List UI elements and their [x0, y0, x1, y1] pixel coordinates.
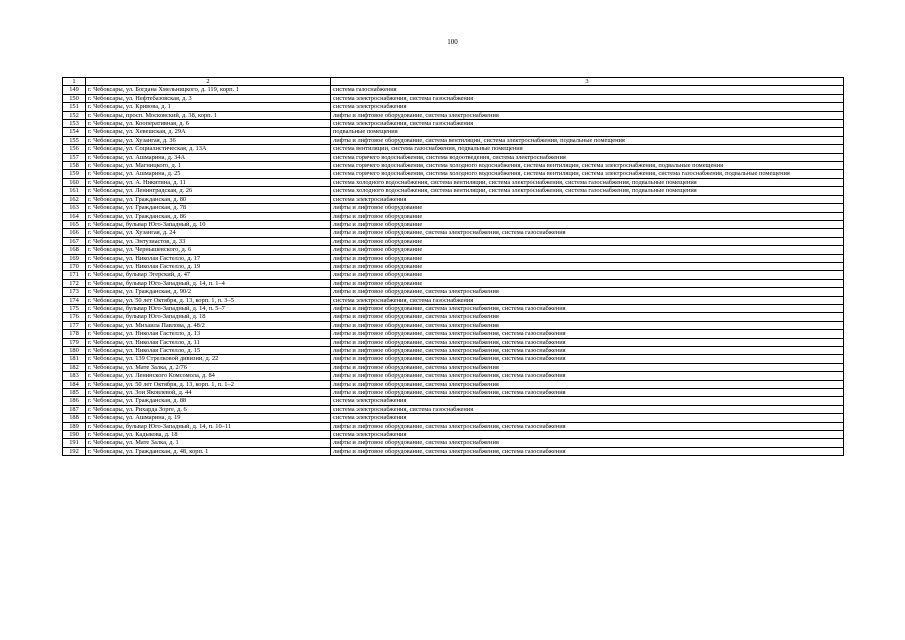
row-number-cell: 189 [63, 422, 86, 430]
row-number-cell: 162 [63, 195, 86, 203]
table-row [63, 414, 844, 422]
row-address-cell: г. Чебоксары, бульвар Юго-Западный, д. 10 [86, 220, 331, 228]
row-address-cell: г. Чебоксары, ул. Ленинского Комсомола, д. 84 [86, 372, 331, 380]
table-row [63, 86, 844, 94]
row-systems-cell: система электроснабжения [331, 103, 844, 111]
row-address-cell: г. Чебоксары, ул. Социалистическая, д. 13А [86, 145, 331, 153]
row-address-cell: г. Чебоксары, ул. Чернышевского, д. 6 [86, 246, 331, 254]
row-address-cell: г. Чебоксары, ул. Гражданская, д. 80 [86, 195, 331, 203]
row-number-cell: 174 [63, 296, 86, 304]
row-systems-cell: система электроснабжения, система газоснабжения [331, 296, 844, 304]
row-number-cell: 167 [63, 237, 86, 245]
row-address-cell: г. Чебоксары, ул. Рихарда Зорге, д. 6 [86, 405, 331, 413]
row-address-cell: г. Чебоксары, бульвар Юго-Западный, д. 18 [86, 313, 331, 321]
table-row [63, 195, 844, 203]
row-address-cell: г. Чебоксары, ул. А. Никитина, д. 11 [86, 178, 331, 186]
row-systems-cell: система вентиляции, система газоснабжения, подвальные помещения [331, 145, 844, 153]
row-address-cell: г. Чебоксары, ул. Магницкого, д. 1 [86, 162, 331, 170]
table-row [63, 153, 844, 161]
row-number-cell: 157 [63, 153, 86, 161]
row-number-cell: 192 [63, 447, 86, 455]
row-number-cell: 150 [63, 94, 86, 102]
row-systems-cell: лифты и лифтовое оборудование [331, 279, 844, 287]
row-address-cell: г. Чебоксары, ул. Николая Гастелло, д. 11 [86, 338, 331, 346]
table-row [63, 237, 844, 245]
row-address-cell: г. Чебоксары, ул. Зои Яковлевой, д. 44 [86, 389, 331, 397]
table-row [63, 128, 844, 136]
table-header-row [63, 78, 844, 86]
table-row [63, 380, 844, 388]
row-systems-cell: система электроснабжения [331, 397, 844, 405]
row-number-cell: 160 [63, 178, 86, 186]
header-cell-address: 2 [86, 78, 331, 86]
row-systems-cell: лифты и лифтовое оборудование, система электроснабжения [331, 321, 844, 329]
row-address-cell: г. Чебоксары, ул. Энтузиастов, д. 33 [86, 237, 331, 245]
row-number-cell: 188 [63, 414, 86, 422]
row-systems-cell: лифты и лифтовое оборудование, система электроснабжения, система газоснабжения [331, 389, 844, 397]
row-number-cell: 166 [63, 229, 86, 237]
row-address-cell: г. Чебоксары, ул. Кривова, д. 1 [86, 103, 331, 111]
row-address-cell: г. Чебоксары, ул. Гражданская, д. 78 [86, 204, 331, 212]
row-systems-cell: система газоснабжения [331, 86, 844, 94]
table-row [63, 262, 844, 270]
row-systems-cell: система холодного водоснабжения, система вентиляции, система электроснабжения, система газоснабжения, подвальные помещения [331, 187, 844, 195]
row-address-cell: г. Чебоксары, ул. Богдана Хмельницкого, д. 119, корп. 1 [86, 86, 331, 94]
row-address-cell: г. Чебоксары, ул. Хузангая, д. 24 [86, 229, 331, 237]
row-systems-cell: лифты и лифтовое оборудование, система электроснабжения [331, 380, 844, 388]
row-number-cell: 165 [63, 220, 86, 228]
row-systems-cell: система электроснабжения, система газоснабжения [331, 120, 844, 128]
table-row [63, 288, 844, 296]
table-row [63, 330, 844, 338]
table-row [63, 279, 844, 287]
row-systems-cell: система горячего водоснабжения, система водоотведения, система электроснабжения [331, 153, 844, 161]
row-systems-cell: лифты и лифтовое оборудование, система электроснабжения, система газоснабжения [331, 229, 844, 237]
row-number-cell: 173 [63, 288, 86, 296]
row-address-cell: г. Чебоксары, ул. Ленинградская, д. 26 [86, 187, 331, 195]
row-address-cell: г. Чебоксары, ул. Гражданская, д. 86 [86, 212, 331, 220]
row-number-cell: 161 [63, 187, 86, 195]
row-address-cell: г. Чебоксары, ул. Кооперативная, д. 6 [86, 120, 331, 128]
row-systems-cell: система горячего водоснабжения, система холодного водоснабжения, система вентиляции, система электроснабжения, система газоснабжения, подвальные помещения [331, 170, 844, 178]
row-systems-cell: система горячего водоснабжения, система холодного водоснабжения, система вентиляции, система электроснабжения, подвальные помещения [331, 162, 844, 170]
table-row [63, 313, 844, 321]
row-address-cell: г. Чебоксары, ул. Михаила Павлова, д. 48/2 [86, 321, 331, 329]
row-number-cell: 175 [63, 304, 86, 312]
row-number-cell: 190 [63, 431, 86, 439]
row-systems-cell: система электроснабжения [331, 431, 844, 439]
row-systems-cell: подвальные помещения [331, 128, 844, 136]
row-systems-cell: лифты и лифтовое оборудование, система вентиляции, система электроснабжения, подвальные помещения [331, 136, 844, 144]
table-row [63, 178, 844, 186]
row-systems-cell: лифты и лифтовое оборудование [331, 237, 844, 245]
row-systems-cell: лифты и лифтовое оборудование [331, 254, 844, 262]
row-systems-cell: система электроснабжения [331, 414, 844, 422]
table-row [63, 254, 844, 262]
row-address-cell: г. Чебоксары, ул. Нефтебазовская, д. 3 [86, 94, 331, 102]
page-number: 100 [447, 38, 458, 46]
table-row [63, 355, 844, 363]
table-row [63, 120, 844, 128]
row-number-cell: 154 [63, 128, 86, 136]
row-number-cell: 185 [63, 389, 86, 397]
table-row [63, 170, 844, 178]
table-row [63, 447, 844, 455]
header-cell-number: 1 [63, 78, 86, 86]
row-address-cell: г. Чебоксары, бульвар Эгерский, д. 47 [86, 271, 331, 279]
table-row [63, 389, 844, 397]
row-address-cell: г. Чебоксары, просп. Московский, д. 38, корп. 1 [86, 111, 331, 119]
row-systems-cell: система электроснабжения [331, 195, 844, 203]
row-systems-cell: лифты и лифтовое оборудование, система электроснабжения, система газоснабжения [331, 372, 844, 380]
row-systems-cell: лифты и лифтовое оборудование, система электроснабжения [331, 439, 844, 447]
table-row [63, 405, 844, 413]
row-address-cell: г. Чебоксары, ул. Николая Гастелло, д. 15 [86, 347, 331, 355]
row-number-cell: 176 [63, 313, 86, 321]
table-row [63, 338, 844, 346]
row-systems-cell: лифты и лифтовое оборудование [331, 220, 844, 228]
row-address-cell: г. Чебоксары, ул. Ашмарина, д. 19 [86, 414, 331, 422]
row-number-cell: 172 [63, 279, 86, 287]
row-number-cell: 182 [63, 363, 86, 371]
row-systems-cell: лифты и лифтовое оборудование, система электроснабжения [331, 363, 844, 371]
row-number-cell: 184 [63, 380, 86, 388]
row-address-cell: г. Чебоксары, ул. Гражданская, д. 88 [86, 397, 331, 405]
row-systems-cell: лифты и лифтовое оборудование, система электроснабжения, система газоснабжения [331, 447, 844, 455]
row-systems-cell: лифты и лифтовое оборудование [331, 204, 844, 212]
table-row [63, 363, 844, 371]
table-row [63, 103, 844, 111]
row-systems-cell: лифты и лифтовое оборудование [331, 246, 844, 254]
row-address-cell: г. Чебоксары, ул. Гражданская, д. 90/2 [86, 288, 331, 296]
row-address-cell: г. Чебоксары, бульвар Юго-Западный, д. 14, п. 1–4 [86, 279, 331, 287]
table-row [63, 397, 844, 405]
row-number-cell: 163 [63, 204, 86, 212]
row-number-cell: 171 [63, 271, 86, 279]
table-row [63, 439, 844, 447]
row-address-cell: г. Чебоксары, ул. Николая Гастелло, д. 13 [86, 330, 331, 338]
row-number-cell: 179 [63, 338, 86, 346]
row-number-cell: 158 [63, 162, 86, 170]
row-number-cell: 187 [63, 405, 86, 413]
row-number-cell: 177 [63, 321, 86, 329]
row-systems-cell: лифты и лифтовое оборудование, система электроснабжения, система газоснабжения [331, 355, 844, 363]
row-number-cell: 153 [63, 120, 86, 128]
row-address-cell: г. Чебоксары, ул. 139 Стрелковой дивизии, д. 22 [86, 355, 331, 363]
row-systems-cell: система холодного водоснабжения, система вентиляции, система электроснабжения, система газоснабжения, подвальные помещения [331, 178, 844, 186]
row-number-cell: 155 [63, 136, 86, 144]
table-row [63, 347, 844, 355]
table-row [63, 246, 844, 254]
row-address-cell: г. Чебоксары, ул. Ашмарина, д. 25 [86, 170, 331, 178]
row-number-cell: 181 [63, 355, 86, 363]
header-cell-systems: 3 [331, 78, 844, 86]
table-row [63, 111, 844, 119]
row-systems-cell: лифты и лифтовое оборудование, система электроснабжения [331, 111, 844, 119]
table-row [63, 212, 844, 220]
table-row [63, 145, 844, 153]
row-systems-cell: лифты и лифтовое оборудование, система электроснабжения, система газоснабжения [331, 304, 844, 312]
row-address-cell: г. Чебоксары, ул. 50 лет Октября, д. 13, корп. 1, п. 3–5 [86, 296, 331, 304]
row-number-cell: 149 [63, 86, 86, 94]
row-number-cell: 156 [63, 145, 86, 153]
row-systems-cell: лифты и лифтовое оборудование [331, 262, 844, 270]
row-systems-cell: система электроснабжения, система газоснабжения [331, 405, 844, 413]
table-row [63, 94, 844, 102]
row-number-cell: 168 [63, 246, 86, 254]
table-row [63, 372, 844, 380]
table-row [63, 321, 844, 329]
table-body [63, 78, 844, 456]
table-row [63, 220, 844, 228]
objects-table [62, 77, 844, 456]
row-systems-cell: лифты и лифтовое оборудование, система электроснабжения, система газоснабжения [331, 422, 844, 430]
row-systems-cell: лифты и лифтовое оборудование, система электроснабжения, система газоснабжения [331, 330, 844, 338]
row-address-cell: г. Чебоксары, ул. Николая Гастелло, д. 17 [86, 254, 331, 262]
row-address-cell: г. Чебоксары, ул. 50 лет Октября, д. 13, корп. 1, п. 1–2 [86, 380, 331, 388]
table-row [63, 136, 844, 144]
row-number-cell: 170 [63, 262, 86, 270]
table-row [63, 229, 844, 237]
row-number-cell: 152 [63, 111, 86, 119]
row-address-cell: г. Чебоксары, ул. Кадыкова, д. 18 [86, 431, 331, 439]
table-row [63, 431, 844, 439]
row-address-cell: г. Чебоксары, ул. Хузангая, д. 36 [86, 136, 331, 144]
row-address-cell: г. Чебоксары, ул. Хевешская, д. 29А [86, 128, 331, 136]
row-address-cell: г. Чебоксары, ул. Гражданская, д. 48, корп. 1 [86, 447, 331, 455]
row-systems-cell: лифты и лифтовое оборудование, система электроснабжения, система газоснабжения [331, 338, 844, 346]
row-number-cell: 164 [63, 212, 86, 220]
row-systems-cell: лифты и лифтовое оборудование, система электроснабжения, система газоснабжения [331, 347, 844, 355]
table-row [63, 162, 844, 170]
row-systems-cell: лифты и лифтовое оборудование [331, 212, 844, 220]
row-address-cell: г. Чебоксары, бульвар Юго-Западный, д. 14, п. 10–11 [86, 422, 331, 430]
row-number-cell: 169 [63, 254, 86, 262]
row-number-cell: 178 [63, 330, 86, 338]
row-number-cell: 159 [63, 170, 86, 178]
row-address-cell: г. Чебоксары, ул. Мате Залка, д. 1 [86, 439, 331, 447]
row-systems-cell: лифты и лифтовое оборудование, система электроснабжения [331, 288, 844, 296]
row-systems-cell: лифты и лифтовое оборудование [331, 271, 844, 279]
row-systems-cell: лифты и лифтовое оборудование, система электроснабжения [331, 313, 844, 321]
row-address-cell: г. Чебоксары, бульвар Юго-Западный, д. 14, п. 5–7 [86, 304, 331, 312]
table-row [63, 204, 844, 212]
row-number-cell: 186 [63, 397, 86, 405]
row-number-cell: 183 [63, 372, 86, 380]
row-address-cell: г. Чебоксары, ул. Николая Гастелло, д. 19 [86, 262, 331, 270]
row-number-cell: 180 [63, 347, 86, 355]
table-row [63, 187, 844, 195]
row-address-cell: г. Чебоксары, ул. Мате Залка, д. 2/76 [86, 363, 331, 371]
row-number-cell: 191 [63, 439, 86, 447]
row-systems-cell: система электроснабжения, система газоснабжения [331, 94, 844, 102]
table-row [63, 422, 844, 430]
row-address-cell: г. Чебоксары, ул. Ашмарина, д. 34А [86, 153, 331, 161]
table-row [63, 304, 844, 312]
table-row [63, 271, 844, 279]
table-row [63, 296, 844, 304]
row-number-cell: 151 [63, 103, 86, 111]
